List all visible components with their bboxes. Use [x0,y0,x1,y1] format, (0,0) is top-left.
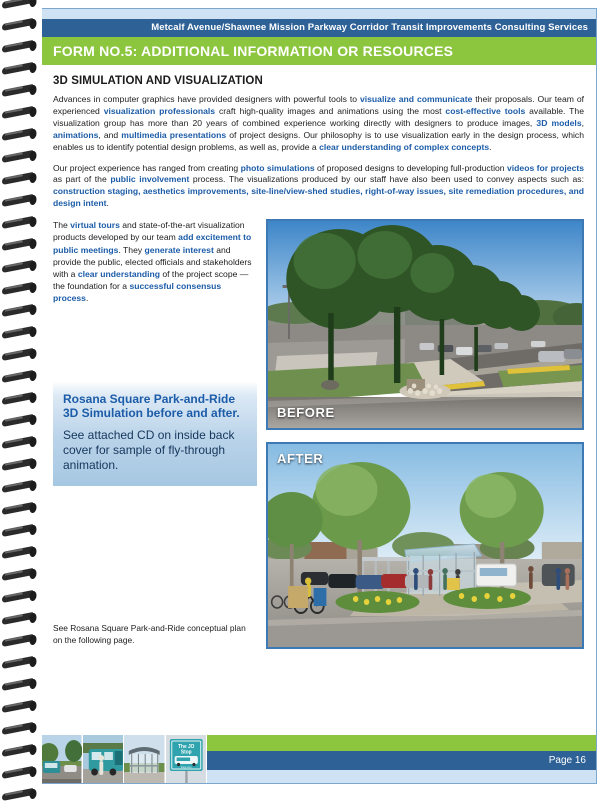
binding-coil [2,458,38,473]
binding-coil [2,744,38,759]
footer-green-bar [207,735,596,751]
binding-coil [2,216,38,231]
bus-on-street-photo [41,735,83,783]
binding-coil [2,678,38,693]
before-photo [266,219,584,430]
page-body [41,65,596,649]
binding-coil [2,634,38,649]
after-photo-graphic [268,444,582,647]
binding-coil [2,612,38,627]
before-label: BEFORE [277,405,335,421]
before-photo-graphic [268,221,582,428]
binding-coil [2,282,38,297]
binding-coil [2,370,38,385]
after-label: AFTER [277,451,324,467]
footer-thumbnail-strip [41,735,207,783]
binding-coil [2,480,38,495]
binding-coil [2,524,38,539]
binding-coil [2,788,38,803]
running-header: Metcalf Avenue/Shawnee Mission Parkway Corridor Transit Improvements Consulting Services [41,19,596,37]
page-footer [41,735,596,783]
footer-page-bar: Page 16 [207,751,596,770]
binding-coil [2,656,38,671]
binding-coil [2,260,38,275]
form-title-bar: FORM NO.5: ADDITIONAL INFORMATION OR RESOURCES [41,37,596,65]
intro-paragraph-2: Our project experience has ranged from creating photo simulations of proposed designs to developing full-production videos for projects as part of the public involvement process. The visualizations produced by our staff have also been used to convey aspects such as: construction staging, aesthetics improvements, site-line/view-shed studies, right-of-way issues, site remediation procedures, and design intent. [53,162,584,209]
binding-coil [2,84,38,99]
footer-light-bar [207,770,596,783]
section-heading: 3D SIMULATION AND VISUALIZATION [53,75,263,87]
binding-coil [2,392,38,407]
binding-coil [2,238,38,253]
binding-coil [2,722,38,737]
after-photo [266,442,584,649]
binding-coil [2,436,38,451]
figure-caption: See Rosana Square Park-and-Ride conceptual plan on the following page. [53,623,246,645]
binding-coil [2,18,38,33]
bus-boarding-photo [83,735,125,783]
footer-bars [207,735,596,783]
binding-coil [2,590,38,605]
binding-coil [2,568,38,583]
binding-coil [2,194,38,209]
the-jo-stop-sign-photo [166,735,208,783]
binding-coil [2,150,38,165]
right-column [266,219,584,649]
left-column [53,219,257,649]
spiral-binding [0,0,42,792]
binding-coil [2,128,38,143]
binding-coil [2,40,38,55]
svg-text:The JO: The JO [177,744,194,751]
intro-paragraph-3: The virtual tours and state-of-the-art visualization products developed by our team add excitement to public meetings. They generate interest and provide the public, elected officials and stakeholders with a clear understanding of the project scope — the foundation for a successful consensus process. [53,220,252,304]
binding-coil [2,326,38,341]
binding-coil [2,766,38,781]
binding-coil [2,0,38,11]
bus-shelter-photo [124,735,166,783]
header-accent-bar [41,9,596,19]
callout-box [53,381,257,486]
binding-coil [2,172,38,187]
binding-coil [2,304,38,319]
callout-subtext: See attached CD on inside back cover for sample of fly-through animation. [63,427,235,472]
intro-paragraph-1: Advances in computer graphics have provided designers with powerful tools to visualize and communicate their proposals. Our team of experienced visualization professionals craft high-quality images and animations using the most cost-effective tools available. The visualization group has more than 20 years of combined experience working directly with designers to produce images, 3D models, animations, and multimedia presentations of project designs. Our philosophy is to use visualization early in the design process, which enables us to identify potential design problems, as well as, provide a clear understanding of complex concepts. [53,94,585,152]
svg-text:thejo.com: thejo.com [180,765,192,770]
callout-heading: Rosana Square Park-and-Ride 3D Simulation before and after. [63,391,240,421]
binding-coil [2,106,38,121]
binding-coil [2,546,38,561]
document-page [40,8,597,784]
binding-coil [2,414,38,429]
two-column-region [53,219,584,649]
binding-coil [2,62,38,77]
svg-text:Stop: Stop [180,750,192,756]
binding-coil [2,700,38,715]
binding-coil [2,502,38,517]
binding-coil [2,348,38,363]
